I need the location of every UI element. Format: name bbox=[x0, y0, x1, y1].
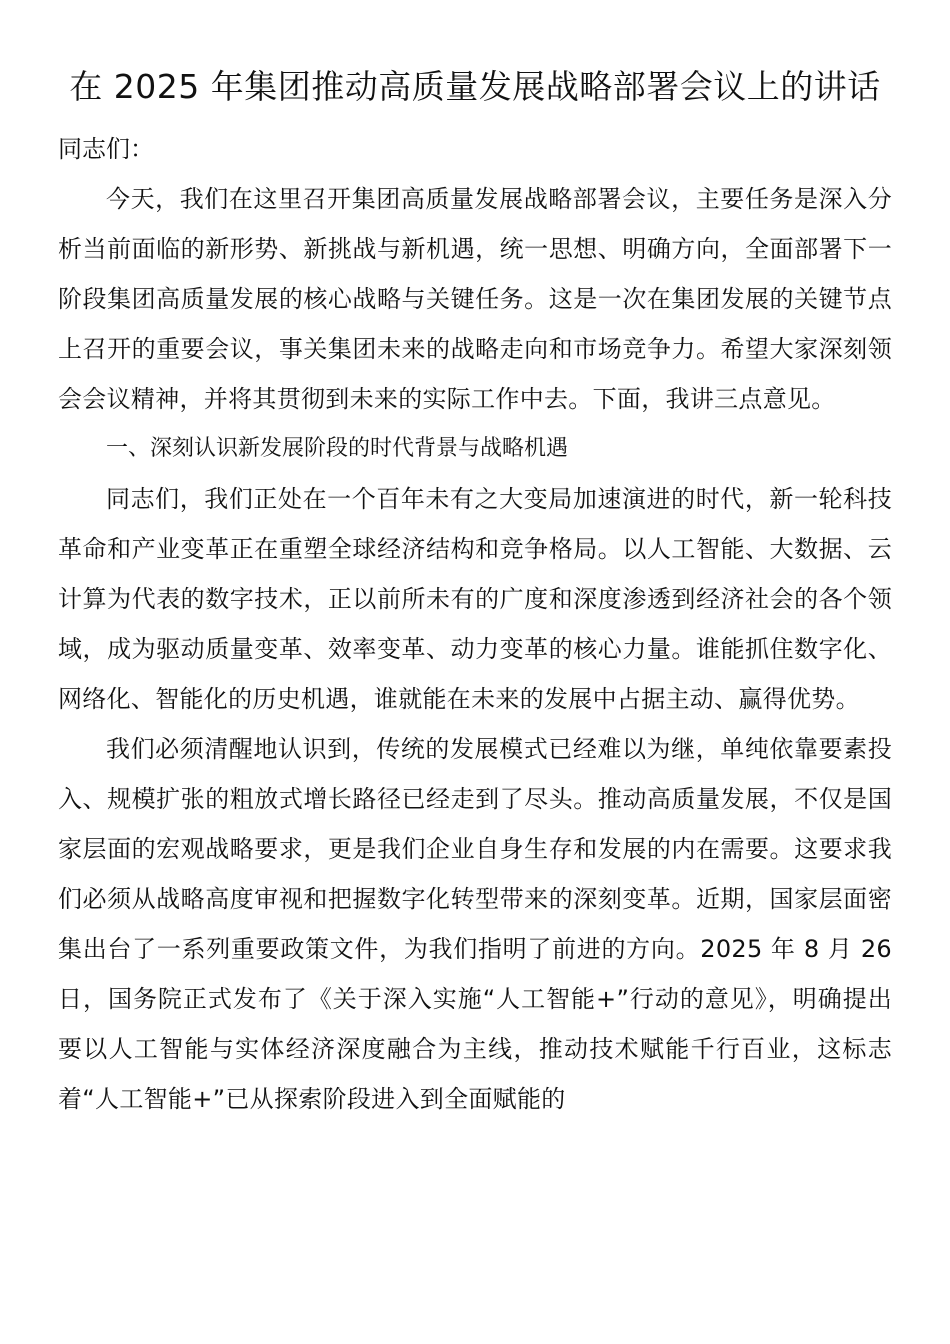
paragraph-intro: 今天，我们在这里召开集团高质量发展战略部署会议，主要任务是深入分析当前面临的新形势、新挑战与新机遇，统一思想、明确方向，全面部署下一阶段集团高质量发展的核心战略与关键任务。这是一次在集团发展的关键节点上召开的重要会议，事关集团未来的战略走向和市场竞争力。希望大家深刻领会会议精神，并将其贯彻到未来的实际工作中去。下面，我讲三点意见。 bbox=[58, 185, 892, 413]
document-title: 在 2025 年集团推动高质量发展战略部署会议上的讲话 bbox=[69, 67, 881, 106]
section-heading-1: 一、深刻认识新发展阶段的时代背景与战略机遇 bbox=[106, 436, 569, 461]
paragraph-background: 同志们，我们正处在一个百年未有之大变局加速演进的时代，新一轮科技革命和产业变革正在重塑全球经济结构和竞争格局。以人工智能、大数据、云计算为代表的数字技术，正以前所未有的广度和深度渗透到经济社会的各个领域，成为驱动质量变革、效率变革、动力变革的核心力量。谁能抓住数字化、网络化、智能化的历史机遇，谁就能在未来的发展中占据主动、赢得优势。 bbox=[58, 485, 892, 713]
paragraph-transformation: 我们必须清醒地认识到，传统的发展模式已经难以为继，单纯依靠要素投入、规模扩张的粗放式增长路径已经走到了尽头。推动高质量发展，不仅是国家层面的宏观战略要求，更是我们企业自身生存和发展的内在需要。这要求我们必须从战略高度审视和把握数字化转型带来的深刻变革。近期，国家层面密集出台了一系列重要政策文件，为我们指明了前进的方向。2025 年 8 月 26 日，国务院正式发布了《关于深入实施“人工智能+”行动的意见》，明确提出要以人工智能与实体经济深度融合为主线，推动技术赋能千行百业，这标志着“人工智能+”已从探索阶段进入到全面赋能的 bbox=[58, 735, 892, 1113]
salutation: 同志们： bbox=[58, 135, 154, 163]
